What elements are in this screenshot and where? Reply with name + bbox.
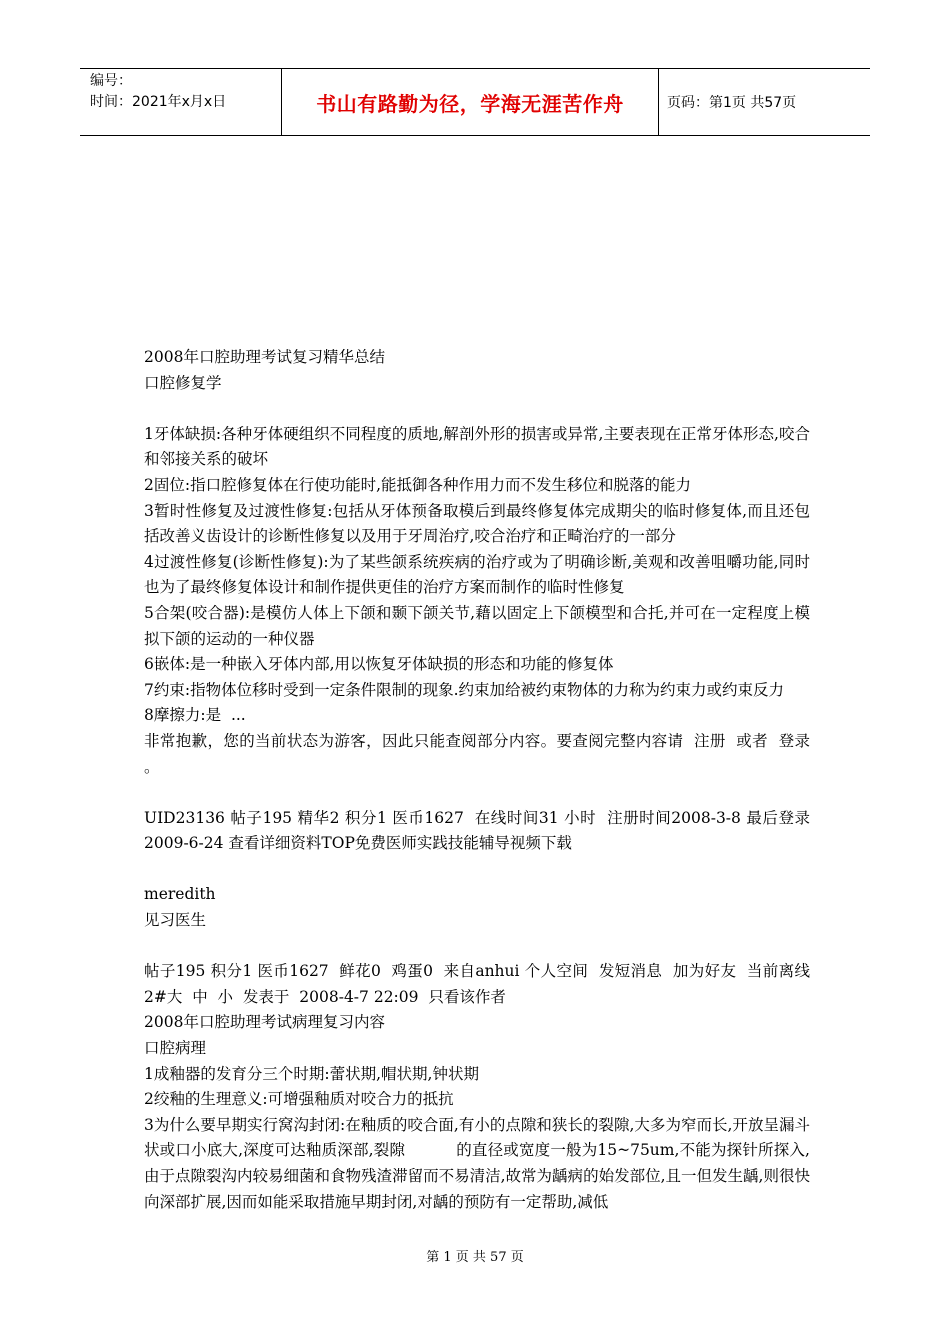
body-paragraph: 3为什么要早期实行窝沟封闭:在釉质的咬合面,有小的点隙和狭长的裂隙,大多为窄而长,开放呈漏斗状或口小底大,深度可达釉质深部,裂隙 的直径或宽度一般为15~75um,不能为探针所探入,由于点隙裂沟内较易细菌和食物残渣滞留而不易清洁,故常为龋病的始发部位,且一但发生龋,则很快向深部扩展,因而如能采取措施早期封闭,对龋的预防有一定帮助,减低 xyxy=(144,1115,810,1211)
body-paragraph: 1牙体缺损:各种牙体硬组织不同程度的质地,解剖外形的损害或异常,主要表现在正常牙体形态,咬合和邻接关系的破坏 xyxy=(144,424,810,469)
body-paragraph: 1成釉器的发育分三个时期:蕾状期,帽状期,钟状期 xyxy=(144,1064,479,1083)
body-paragraph: 2008年口腔助理考试病理复习内容 xyxy=(144,1013,385,1032)
body-paragraph: 口腔修复学 xyxy=(144,373,222,392)
body-paragraph: 4过渡性修复(诊断性修复):为了某些颌系统疾病的治疗或为了明确诊断,美观和改善咀嚼功能,同时也为了最终修复体设计和制作提供更佳的治疗方案而制作的临时性修复 xyxy=(144,552,810,597)
blank-line xyxy=(144,780,810,806)
body-paragraph: 5合架(咬合器):是模仿人体上下颌和颞下颌关节,藉以固定上下颌模型和合托,并可在一定程度上模拟下颌的运动的一种仪器 xyxy=(144,603,810,648)
header-page-info: 页码：第1页 共57页 xyxy=(667,95,797,111)
header-meta xyxy=(80,69,281,135)
body-paragraph: 3暂时性修复及过渡性修复:包括从牙体预备取模后到最终修复体完成期尖的临时修复体,而且还包括改善义齿设计的诊断性修复以及用于牙周治疗,咬合治疗和正畸治疗的一部分 xyxy=(144,501,810,546)
document-header xyxy=(80,68,870,136)
blank-line xyxy=(144,857,810,883)
body-paragraph: 2008年口腔助理考试复习精华总结 xyxy=(144,348,385,366)
body-paragraph: 见习医生 xyxy=(144,911,207,930)
body-paragraph: meredith xyxy=(144,885,216,904)
body-paragraph: 帖子195 积分1 医币1627 鲜花0 鸡蛋0 来自anhui 个人空间 发短消息 加为好友 当前离线 2#大 中 小 发表于 2008-4-7 22:09 只看该作者 xyxy=(144,962,820,1006)
blank-line xyxy=(144,934,810,960)
date-label: 时间：2021年x月x日 xyxy=(90,94,227,110)
page-footer: 第 1 页 共 57 页 xyxy=(426,1250,524,1265)
document-body xyxy=(144,345,820,1215)
body-paragraph: 6嵌体:是一种嵌入牙体内部,用以恢复牙体缺损的形态和功能的修复体 xyxy=(144,655,614,674)
body-paragraph: 2固位:指口腔修复体在行使功能时,能抵御各种作用力而不发生移位和脱落的能力 xyxy=(144,475,692,494)
body-paragraph: 7约束:指物体位移时受到一定条件限制的现象.约束加给被约束物体的力称为约束力或约束反力 xyxy=(144,680,785,699)
blank-line xyxy=(144,396,810,422)
header-motto: 书山有路勤为径，学海无涯苦作舟 xyxy=(281,69,659,135)
body-paragraph: 8摩擦力:是 ... xyxy=(144,706,246,725)
body-paragraph: 口腔病理 xyxy=(144,1039,207,1058)
number-label: 编号： xyxy=(90,73,132,89)
body-paragraph: 非常抱歉，您的当前状态为游客，因此只能查阅部分内容。要查阅完整内容请 注册 或者 登录 。 xyxy=(144,731,820,776)
body-paragraph: UID23136 帖子195 精华2 积分1 医币1627 在线时间31 小时 注册时间2008-3-8 最后登录2009-6-24 查看详细资料TOP免费医师实践技能辅导视频下载 xyxy=(144,808,810,853)
body-paragraph: 2绞釉的生理意义:可增强釉质对咬合力的抵抗 xyxy=(144,1090,454,1109)
